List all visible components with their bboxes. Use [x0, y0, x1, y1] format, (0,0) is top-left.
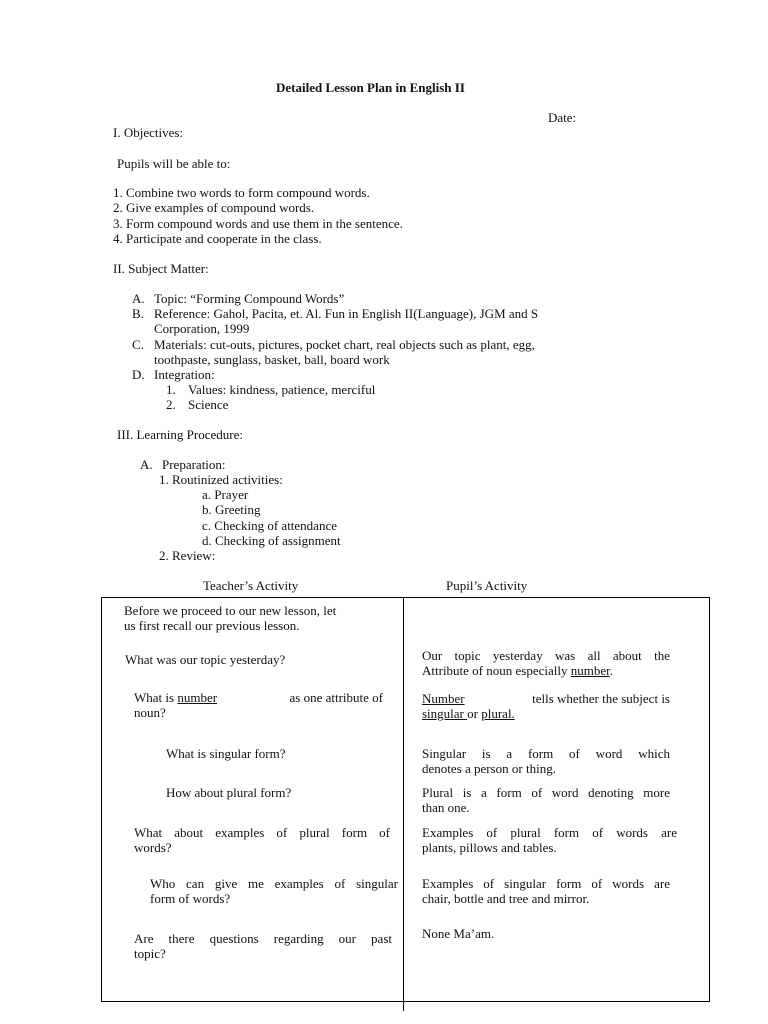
pupil-line: Examples of plural form of words are: [422, 825, 677, 840]
pupil-activity-header: Pupil’s Activity: [446, 578, 528, 593]
pupil-line: Singular is a form of word which: [422, 746, 670, 761]
teacher-line: noun?: [134, 705, 166, 720]
text-segment: or: [467, 706, 482, 721]
list-marker: A.: [132, 291, 145, 306]
teacher-line: Are there questions regarding our past: [134, 931, 392, 946]
materials-text: Materials: cut-outs, pictures, pocket chart, real objects such as plant, egg,: [154, 337, 535, 352]
teacher-activity-header: Teacher’s Activity: [203, 578, 299, 593]
routine-item: c. Checking of attendance: [202, 518, 337, 533]
pupil-line: None Ma’am.: [422, 926, 495, 941]
column-divider: [403, 597, 404, 1011]
list-marker: C.: [132, 337, 144, 352]
list-marker: 1.: [166, 382, 176, 397]
text-segment: What is: [134, 690, 178, 705]
list-marker: D.: [132, 367, 145, 382]
underlined-word: Number: [422, 691, 465, 706]
underlined-word: singular: [422, 706, 468, 721]
pupil-line: Plural is a form of word denoting more: [422, 785, 670, 800]
pupil-line: [422, 706, 515, 721]
integration-text: Integration:: [154, 367, 215, 382]
pupil-line: Examples of singular form of words are: [422, 876, 670, 891]
reference-text: Corporation, 1999: [154, 321, 250, 336]
review-text: 2. Review:: [159, 548, 216, 563]
list-marker: B.: [132, 306, 144, 321]
pupil-line: [422, 691, 670, 706]
teacher-line: How about plural form?: [166, 785, 292, 800]
preparation-text: Preparation:: [162, 457, 226, 472]
teacher-line: Who can give me examples of singular: [150, 876, 398, 891]
topic-text: Topic: “Forming Compound Words”: [154, 291, 345, 306]
teacher-line: [134, 690, 383, 705]
routinized-text: 1. Routinized activities:: [159, 472, 283, 487]
routine-item: b. Greeting: [202, 502, 261, 517]
integration-item: Science: [188, 397, 229, 412]
pupil-line: than one.: [422, 800, 470, 815]
integration-item: Values: kindness, patience, merciful: [188, 382, 376, 397]
text-segment: tells whether the subject is: [528, 691, 670, 706]
teacher-line: topic?: [134, 946, 166, 961]
date-label: Date:: [548, 110, 577, 125]
teacher-line: words?: [134, 840, 172, 855]
teacher-line: form of words?: [150, 891, 231, 906]
routine-item: d. Checking of assignment: [202, 533, 341, 548]
objective-item: 3. Form compound words and use them in the sentence.: [113, 216, 403, 231]
teacher-line: What is singular form?: [166, 746, 286, 761]
pupil-line: plants, pillows and tables.: [422, 840, 557, 855]
text-segment: .: [609, 663, 613, 678]
page-title: Detailed Lesson Plan in English II: [276, 80, 465, 95]
underlined-word: number: [177, 690, 218, 705]
underlined-word: plural.: [481, 706, 515, 721]
text-segment: Attribute of noun especially: [422, 663, 571, 678]
text-segment: as one attribute of: [286, 690, 383, 705]
objective-item: 1. Combine two words to form compound words.: [113, 185, 370, 200]
objective-item: 4. Participate and cooperate in the class.: [113, 231, 322, 246]
objective-item: 2. Give examples of compound words.: [113, 200, 315, 215]
teacher-line: What was our topic yesterday?: [125, 652, 286, 667]
routine-item: a. Prayer: [202, 487, 249, 502]
pupil-line: chair, bottle and tree and mirror.: [422, 891, 590, 906]
teacher-line: Before we proceed to our new lesson, let: [124, 603, 337, 618]
list-marker: A.: [140, 457, 153, 472]
reference-text: Reference: Gahol, Pacita, et. Al. Fun in English II(Language), JGM and S: [154, 306, 539, 321]
teacher-line: us first recall our previous lesson.: [124, 618, 300, 633]
materials-text: toothpaste, sunglass, basket, ball, board work: [154, 352, 390, 367]
pupil-line: denotes a person or thing.: [422, 761, 556, 776]
objectives-intro: Pupils will be able to:: [117, 156, 231, 171]
pupil-line: [422, 663, 613, 678]
procedure-heading: III. Learning Procedure:: [117, 427, 243, 442]
underlined-word: number: [570, 663, 610, 678]
objectives-heading: I. Objectives:: [113, 125, 184, 140]
subject-matter-heading: II. Subject Matter:: [113, 261, 209, 276]
text-segment: [134, 690, 217, 705]
teacher-line: What about examples of plural form of: [134, 825, 390, 840]
pupil-line: Our topic yesterday was all about the: [422, 648, 670, 663]
list-marker: 2.: [166, 397, 176, 412]
